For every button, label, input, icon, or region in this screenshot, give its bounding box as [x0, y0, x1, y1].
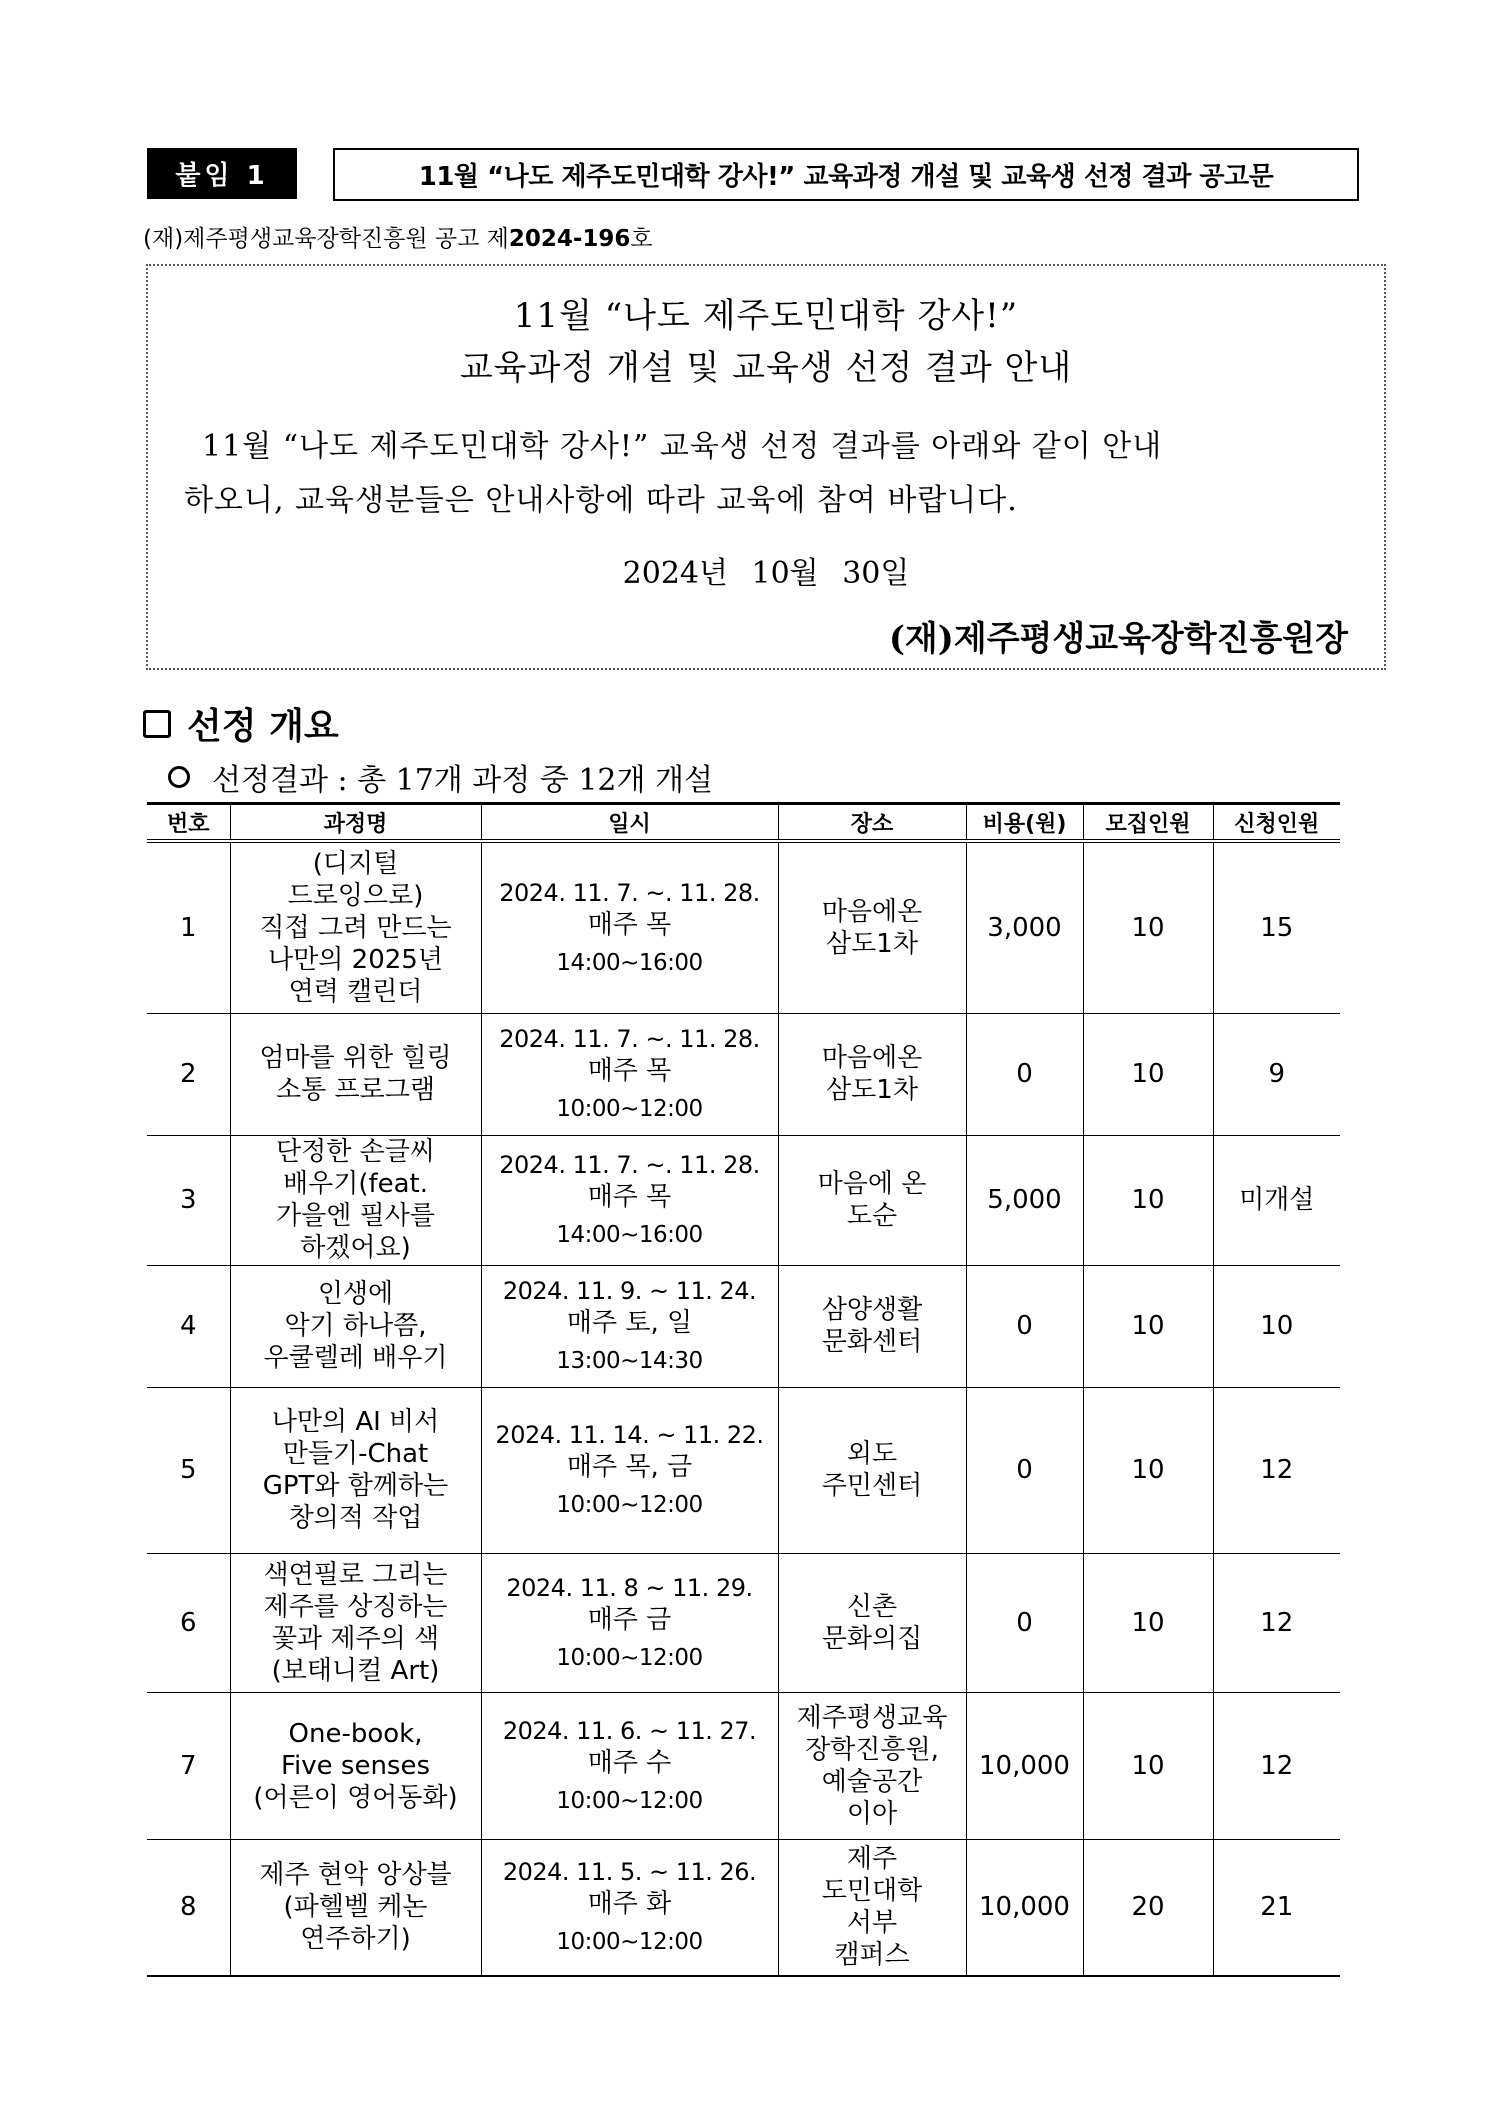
cell-capacity: 10 — [1083, 1387, 1213, 1553]
schedule-day: 매주 화 — [587, 1889, 672, 1920]
header-no: 번호 — [147, 804, 230, 842]
course-name-line: 하겠어요) — [300, 1233, 411, 1263]
cell-fee: 0 — [966, 1387, 1083, 1553]
course-name-line: GPT와 함께하는 — [262, 1471, 449, 1501]
course-name-line: 색연필로 그리는 — [263, 1559, 448, 1590]
schedule-day: 매주 목 — [587, 1056, 672, 1086]
header-schedule: 일시 — [481, 804, 778, 842]
cell-applied: 15 — [1213, 841, 1340, 1013]
table-row — [147, 841, 1340, 1013]
schedule-time: 14:00~16:00 — [556, 949, 703, 976]
schedule-day: 매주 토, 일 — [566, 1308, 693, 1338]
place-line: 신촌 — [846, 1591, 898, 1622]
place-line: 예술공간 — [821, 1766, 923, 1797]
place-line: 삼도1차 — [826, 1075, 918, 1105]
table-row — [147, 1553, 1340, 1692]
table-row — [147, 1135, 1340, 1265]
cell-place — [778, 1135, 966, 1265]
course-name-line: (어른이 영어동화) — [253, 1782, 458, 1813]
cell-applied: 12 — [1213, 1692, 1340, 1839]
cell-no: 7 — [147, 1692, 230, 1839]
schedule-time: 10:00~12:00 — [556, 1787, 703, 1814]
cell-fee: 0 — [966, 1553, 1083, 1692]
cell-applied: 12 — [1213, 1387, 1340, 1553]
cell-schedule — [481, 1387, 778, 1553]
notice-box — [146, 264, 1386, 670]
schedule-period: 2024. 11. 7. ~. 11. 28. — [499, 878, 760, 907]
cell-fee: 5,000 — [966, 1135, 1083, 1265]
notice-number — [143, 220, 653, 253]
cell-no: 5 — [147, 1387, 230, 1553]
schedule-time: 13:00~14:30 — [556, 1348, 703, 1374]
cell-place — [778, 1387, 966, 1553]
header-capacity: 모집인원 — [1083, 804, 1213, 842]
cell-course-name — [230, 1013, 481, 1135]
course-name-line: 인생에 — [317, 1279, 394, 1309]
table-row — [147, 1013, 1340, 1135]
notice-heading-1: 11월 “나도 제주도민대학 강사!” — [513, 296, 1019, 336]
course-name-line: (보태니컬 Art) — [271, 1655, 440, 1686]
section-title: 선정 개요 — [187, 706, 339, 747]
course-name-line: 직접 그려 만드는 — [259, 912, 452, 943]
cell-course-name — [230, 1839, 481, 1976]
circle-bullet-icon — [168, 766, 190, 788]
schedule-time: 14:00~16:00 — [556, 1222, 703, 1248]
cell-fee: 0 — [966, 1265, 1083, 1387]
course-name-line: 제주 현악 앙상블 — [259, 1860, 452, 1891]
selection-result-text: 선정결과 : 총 17개 과정 중 12개 개설 — [212, 763, 713, 798]
place-line: 마음에 온 — [817, 1169, 927, 1199]
course-name-line: 제주를 상징하는 — [263, 1591, 448, 1622]
cell-applied: 21 — [1213, 1839, 1340, 1976]
cell-schedule — [481, 1692, 778, 1839]
notice-date: 2024년 10월 30일 — [622, 556, 910, 591]
course-name-line: 소통 프로그램 — [276, 1075, 435, 1105]
table-row — [147, 1265, 1340, 1387]
cell-course-name — [230, 1387, 481, 1553]
notice-suffix: 호 — [630, 226, 653, 252]
course-name-line: 단정한 손글씨 — [276, 1137, 435, 1167]
course-name-line: 우쿨렐레 배우기 — [263, 1343, 448, 1373]
notice-heading-2: 교육과정 개설 및 교육생 선정 결과 안내 — [459, 348, 1073, 388]
cell-course-name — [230, 1553, 481, 1692]
cell-fee: 3,000 — [966, 841, 1083, 1013]
schedule-day: 매주 목 — [587, 909, 672, 940]
place-line: 캠퍼스 — [834, 1940, 910, 1971]
cell-capacity: 10 — [1083, 1013, 1213, 1135]
schedule-period: 2024. 11. 14. ~ 11. 22. — [495, 1421, 764, 1449]
schedule-time: 10:00~12:00 — [556, 1492, 703, 1518]
schedule-period: 2024. 11. 9. ~ 11. 24. — [502, 1277, 757, 1305]
place-line: 마음에온 — [821, 1043, 923, 1073]
place-line: 삼양생활 — [821, 1295, 923, 1325]
table-row — [147, 1839, 1340, 1976]
schedule-day: 매주 금 — [587, 1604, 672, 1635]
cell-course-name — [230, 1135, 481, 1265]
cell-no: 8 — [147, 1839, 230, 1976]
cell-capacity: 20 — [1083, 1839, 1213, 1976]
cell-no: 2 — [147, 1013, 230, 1135]
header-applied: 신청인원 — [1213, 804, 1340, 842]
cell-place — [778, 1265, 966, 1387]
course-name-line: 연력 캘린더 — [288, 976, 423, 1007]
selection-result — [168, 755, 713, 799]
place-line: 문화의집 — [821, 1623, 923, 1654]
place-line: 삼도1차 — [826, 928, 918, 959]
place-line: 마음에온 — [821, 896, 923, 927]
cell-place — [778, 1692, 966, 1839]
checkbox-icon — [143, 710, 171, 738]
header-name: 과정명 — [230, 804, 481, 842]
course-name-line: 나만의 AI 비서 — [271, 1407, 440, 1437]
header-place: 장소 — [778, 804, 966, 842]
cell-schedule — [481, 1135, 778, 1265]
course-name-line: One-book, — [288, 1718, 423, 1749]
cell-schedule — [481, 1553, 778, 1692]
cell-place — [778, 1013, 966, 1135]
cell-fee: 10,000 — [966, 1692, 1083, 1839]
schedule-period: 2024. 11. 6. ~ 11. 27. — [502, 1716, 757, 1745]
table-header-row — [147, 804, 1340, 842]
cell-applied: 9 — [1213, 1013, 1340, 1135]
place-line: 서부 — [846, 1908, 898, 1939]
cell-fee: 10,000 — [966, 1839, 1083, 1976]
cell-applied: 미개설 — [1213, 1135, 1340, 1265]
course-table — [147, 802, 1340, 1977]
place-line: 외도 — [846, 1439, 898, 1469]
place-line: 이아 — [846, 1798, 898, 1829]
cell-no: 4 — [147, 1265, 230, 1387]
place-line: 도민대학 — [821, 1876, 923, 1907]
course-name-line: 악기 하나쯤, — [284, 1311, 427, 1341]
table-row — [147, 1692, 1340, 1839]
place-line: 도순 — [846, 1201, 898, 1231]
place-line: 제주 — [846, 1844, 898, 1875]
cell-schedule — [481, 1265, 778, 1387]
cell-applied: 12 — [1213, 1553, 1340, 1692]
course-name-line: 드로잉으로) — [287, 880, 424, 911]
course-name-line: (파헬벨 케논 — [283, 1892, 428, 1923]
course-name-line: 꽃과 제주의 색 — [271, 1623, 440, 1654]
course-name-line: (디지털 — [312, 848, 399, 879]
schedule-period: 2024. 11. 8 ~ 11. 29. — [506, 1573, 753, 1602]
course-name-line: 만들기-Chat — [282, 1439, 429, 1469]
schedule-time: 10:00~12:00 — [556, 1096, 703, 1122]
place-line: 주민센터 — [821, 1471, 923, 1501]
section-heading — [143, 698, 339, 749]
course-name-line: 나만의 2025년 — [268, 944, 443, 975]
course-name-line: 창의적 작업 — [288, 1503, 423, 1533]
cell-schedule — [481, 1013, 778, 1135]
cell-capacity: 10 — [1083, 1265, 1213, 1387]
cell-course-name — [230, 1265, 481, 1387]
cell-fee: 0 — [966, 1013, 1083, 1135]
cell-capacity: 10 — [1083, 1553, 1213, 1692]
cell-schedule — [481, 841, 778, 1013]
cell-capacity: 10 — [1083, 1692, 1213, 1839]
course-name-line: 배우기(feat. — [282, 1169, 429, 1199]
place-line: 문화센터 — [821, 1327, 923, 1357]
course-name-line: 연주하기) — [300, 1924, 411, 1955]
document-title: 11월 “나도 제주도민대학 강사!” 교육과정 개설 및 교육생 선정 결과 공고문 — [333, 148, 1359, 201]
cell-place — [778, 1553, 966, 1692]
cell-no: 6 — [147, 1553, 230, 1692]
cell-applied: 10 — [1213, 1265, 1340, 1387]
schedule-day: 매주 목 — [587, 1182, 672, 1212]
cell-capacity: 10 — [1083, 841, 1213, 1013]
header-fee: 비용(원) — [966, 804, 1083, 842]
notice-number-value: 2024-196 — [508, 226, 631, 252]
cell-no: 3 — [147, 1135, 230, 1265]
cell-capacity: 10 — [1083, 1135, 1213, 1265]
schedule-period: 2024. 11. 5. ~ 11. 26. — [502, 1858, 757, 1887]
course-name-line: Five senses — [280, 1750, 431, 1781]
course-name-line: 가을엔 필사를 — [276, 1201, 435, 1231]
schedule-day: 매주 수 — [587, 1747, 672, 1778]
notice-prefix: (재)제주평생교육장학진흥원 공고 제 — [143, 226, 509, 252]
notice-signature: (재)제주평생교육장학진흥원장 — [888, 619, 1348, 659]
schedule-period: 2024. 11. 7. ~. 11. 28. — [499, 1025, 760, 1053]
schedule-period: 2024. 11. 7. ~. 11. 28. — [499, 1151, 760, 1179]
place-line: 장학진흥원, — [805, 1734, 939, 1765]
schedule-time: 10:00~12:00 — [556, 1644, 703, 1671]
cell-schedule — [481, 1839, 778, 1976]
notice-body-line-2: 하오니, 교육생분들은 안내사항에 따라 교육에 참여 바랍니다. — [184, 483, 1018, 518]
place-line: 제주평생교육 — [796, 1702, 948, 1733]
cell-course-name — [230, 1692, 481, 1839]
cell-course-name — [230, 841, 481, 1013]
cell-place — [778, 841, 966, 1013]
notice-body — [184, 420, 1348, 528]
schedule-time: 10:00~12:00 — [556, 1929, 703, 1956]
notice-body-line-1: 11월 “나도 제주도민대학 강사!” 교육생 선정 결과를 아래와 같이 안내 — [202, 429, 1163, 464]
schedule-day: 매주 목, 금 — [566, 1452, 693, 1482]
attachment-tag: 붙임 1 — [147, 148, 297, 199]
table-row — [147, 1387, 1340, 1553]
course-name-line: 엄마를 위한 힐링 — [259, 1043, 452, 1073]
cell-place — [778, 1839, 966, 1976]
cell-no: 1 — [147, 841, 230, 1013]
